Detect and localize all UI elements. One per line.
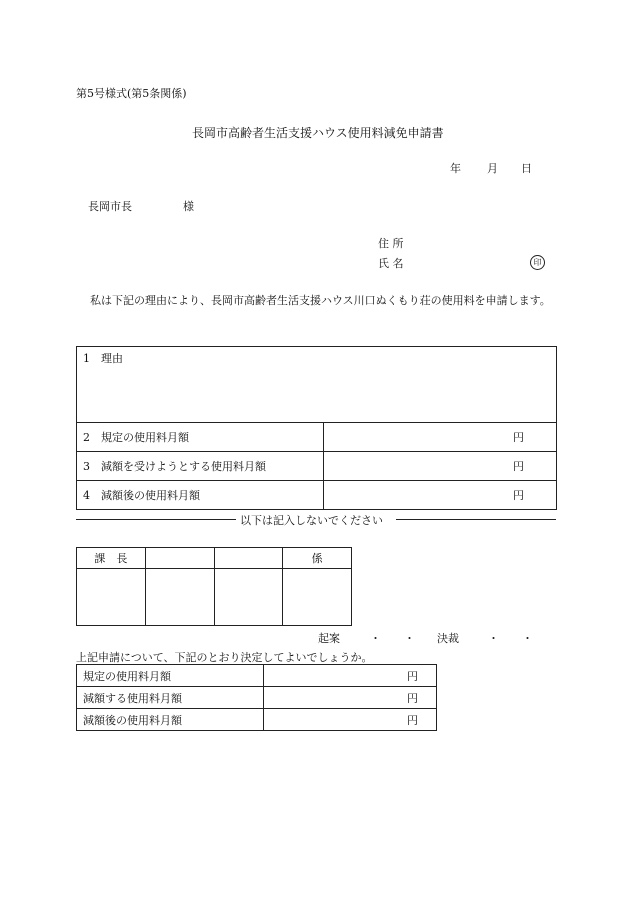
- amount-cell[interactable]: [324, 481, 557, 510]
- name-label: 氏 名: [378, 257, 404, 270]
- decision-table: [76, 664, 437, 731]
- document-title: 長岡市高齢者生活支援ハウス使用料減免申請書: [192, 126, 444, 140]
- divider-line-left: [76, 519, 236, 520]
- date-dot: ・: [522, 632, 533, 645]
- row-label: 3 減額を受けようとする使用料月額: [77, 452, 324, 481]
- date-month-label: 月: [487, 162, 498, 175]
- kian-label: 起案: [318, 632, 340, 645]
- approval-stamp-cell[interactable]: [214, 569, 283, 626]
- approval-stamp-cell[interactable]: [283, 569, 352, 626]
- addressee-name: 長岡市長: [88, 200, 132, 213]
- reason-label: 1 理由: [83, 352, 123, 365]
- approval-header-blank: [145, 548, 214, 569]
- approval-header-kacho: 課 長: [77, 548, 146, 569]
- row-label: 2 規定の使用料月額: [77, 423, 324, 452]
- addressee-honorific: 様: [183, 200, 194, 213]
- row-label: 規定の使用料月額: [77, 665, 264, 687]
- application-table: [76, 346, 557, 510]
- body-text: 私は下記の理由により、長岡市高齢者生活支援ハウス川口ぬくもり荘の使用料を申請します。: [90, 294, 551, 307]
- date-dot: ・: [488, 632, 499, 645]
- kessai-label: 決裁: [437, 632, 459, 645]
- table-row: [77, 709, 437, 731]
- divider-line-right: [396, 519, 556, 520]
- date-year-label: 年: [450, 162, 461, 175]
- yen-unit: 円: [513, 431, 524, 444]
- table-row: [77, 481, 557, 510]
- amount-cell[interactable]: [264, 665, 437, 687]
- date-dot: ・: [404, 632, 415, 645]
- approval-header-blank: [214, 548, 283, 569]
- yen-unit: 円: [513, 489, 524, 502]
- yen-unit: 円: [407, 713, 418, 727]
- reason-cell[interactable]: [77, 347, 557, 423]
- date-day-label: 日: [521, 162, 532, 175]
- approval-stamp-cell[interactable]: [145, 569, 214, 626]
- date-dot: ・: [370, 632, 381, 645]
- yen-unit: 円: [407, 691, 418, 705]
- approval-stamp-cell[interactable]: [77, 569, 146, 626]
- row-label: 4 減額後の使用料月額: [77, 481, 324, 510]
- address-label: 住 所: [378, 237, 404, 250]
- seal-mark: [530, 255, 545, 270]
- amount-cell[interactable]: [264, 709, 437, 731]
- table-row: [77, 687, 437, 709]
- amount-cell[interactable]: [324, 452, 557, 481]
- amount-cell[interactable]: [264, 687, 437, 709]
- row-label: 減額する使用料月額: [77, 687, 264, 709]
- amount-cell[interactable]: [324, 423, 557, 452]
- approval-header-kakari: 係: [283, 548, 352, 569]
- row-label: 減額後の使用料月額: [77, 709, 264, 731]
- divider-text: 以下は記入しないでください: [240, 514, 383, 527]
- table-row: [77, 452, 557, 481]
- yen-unit: 円: [513, 460, 524, 473]
- form-number: 第5号様式(第5条関係): [76, 87, 187, 100]
- approval-table: [76, 547, 352, 626]
- table-row: [77, 665, 437, 687]
- yen-unit: 円: [407, 669, 418, 683]
- decision-text: 上記申請について、下記のとおり決定してよいでしょうか。: [76, 651, 373, 664]
- seal-icon: 印: [530, 255, 545, 270]
- table-row: [77, 423, 557, 452]
